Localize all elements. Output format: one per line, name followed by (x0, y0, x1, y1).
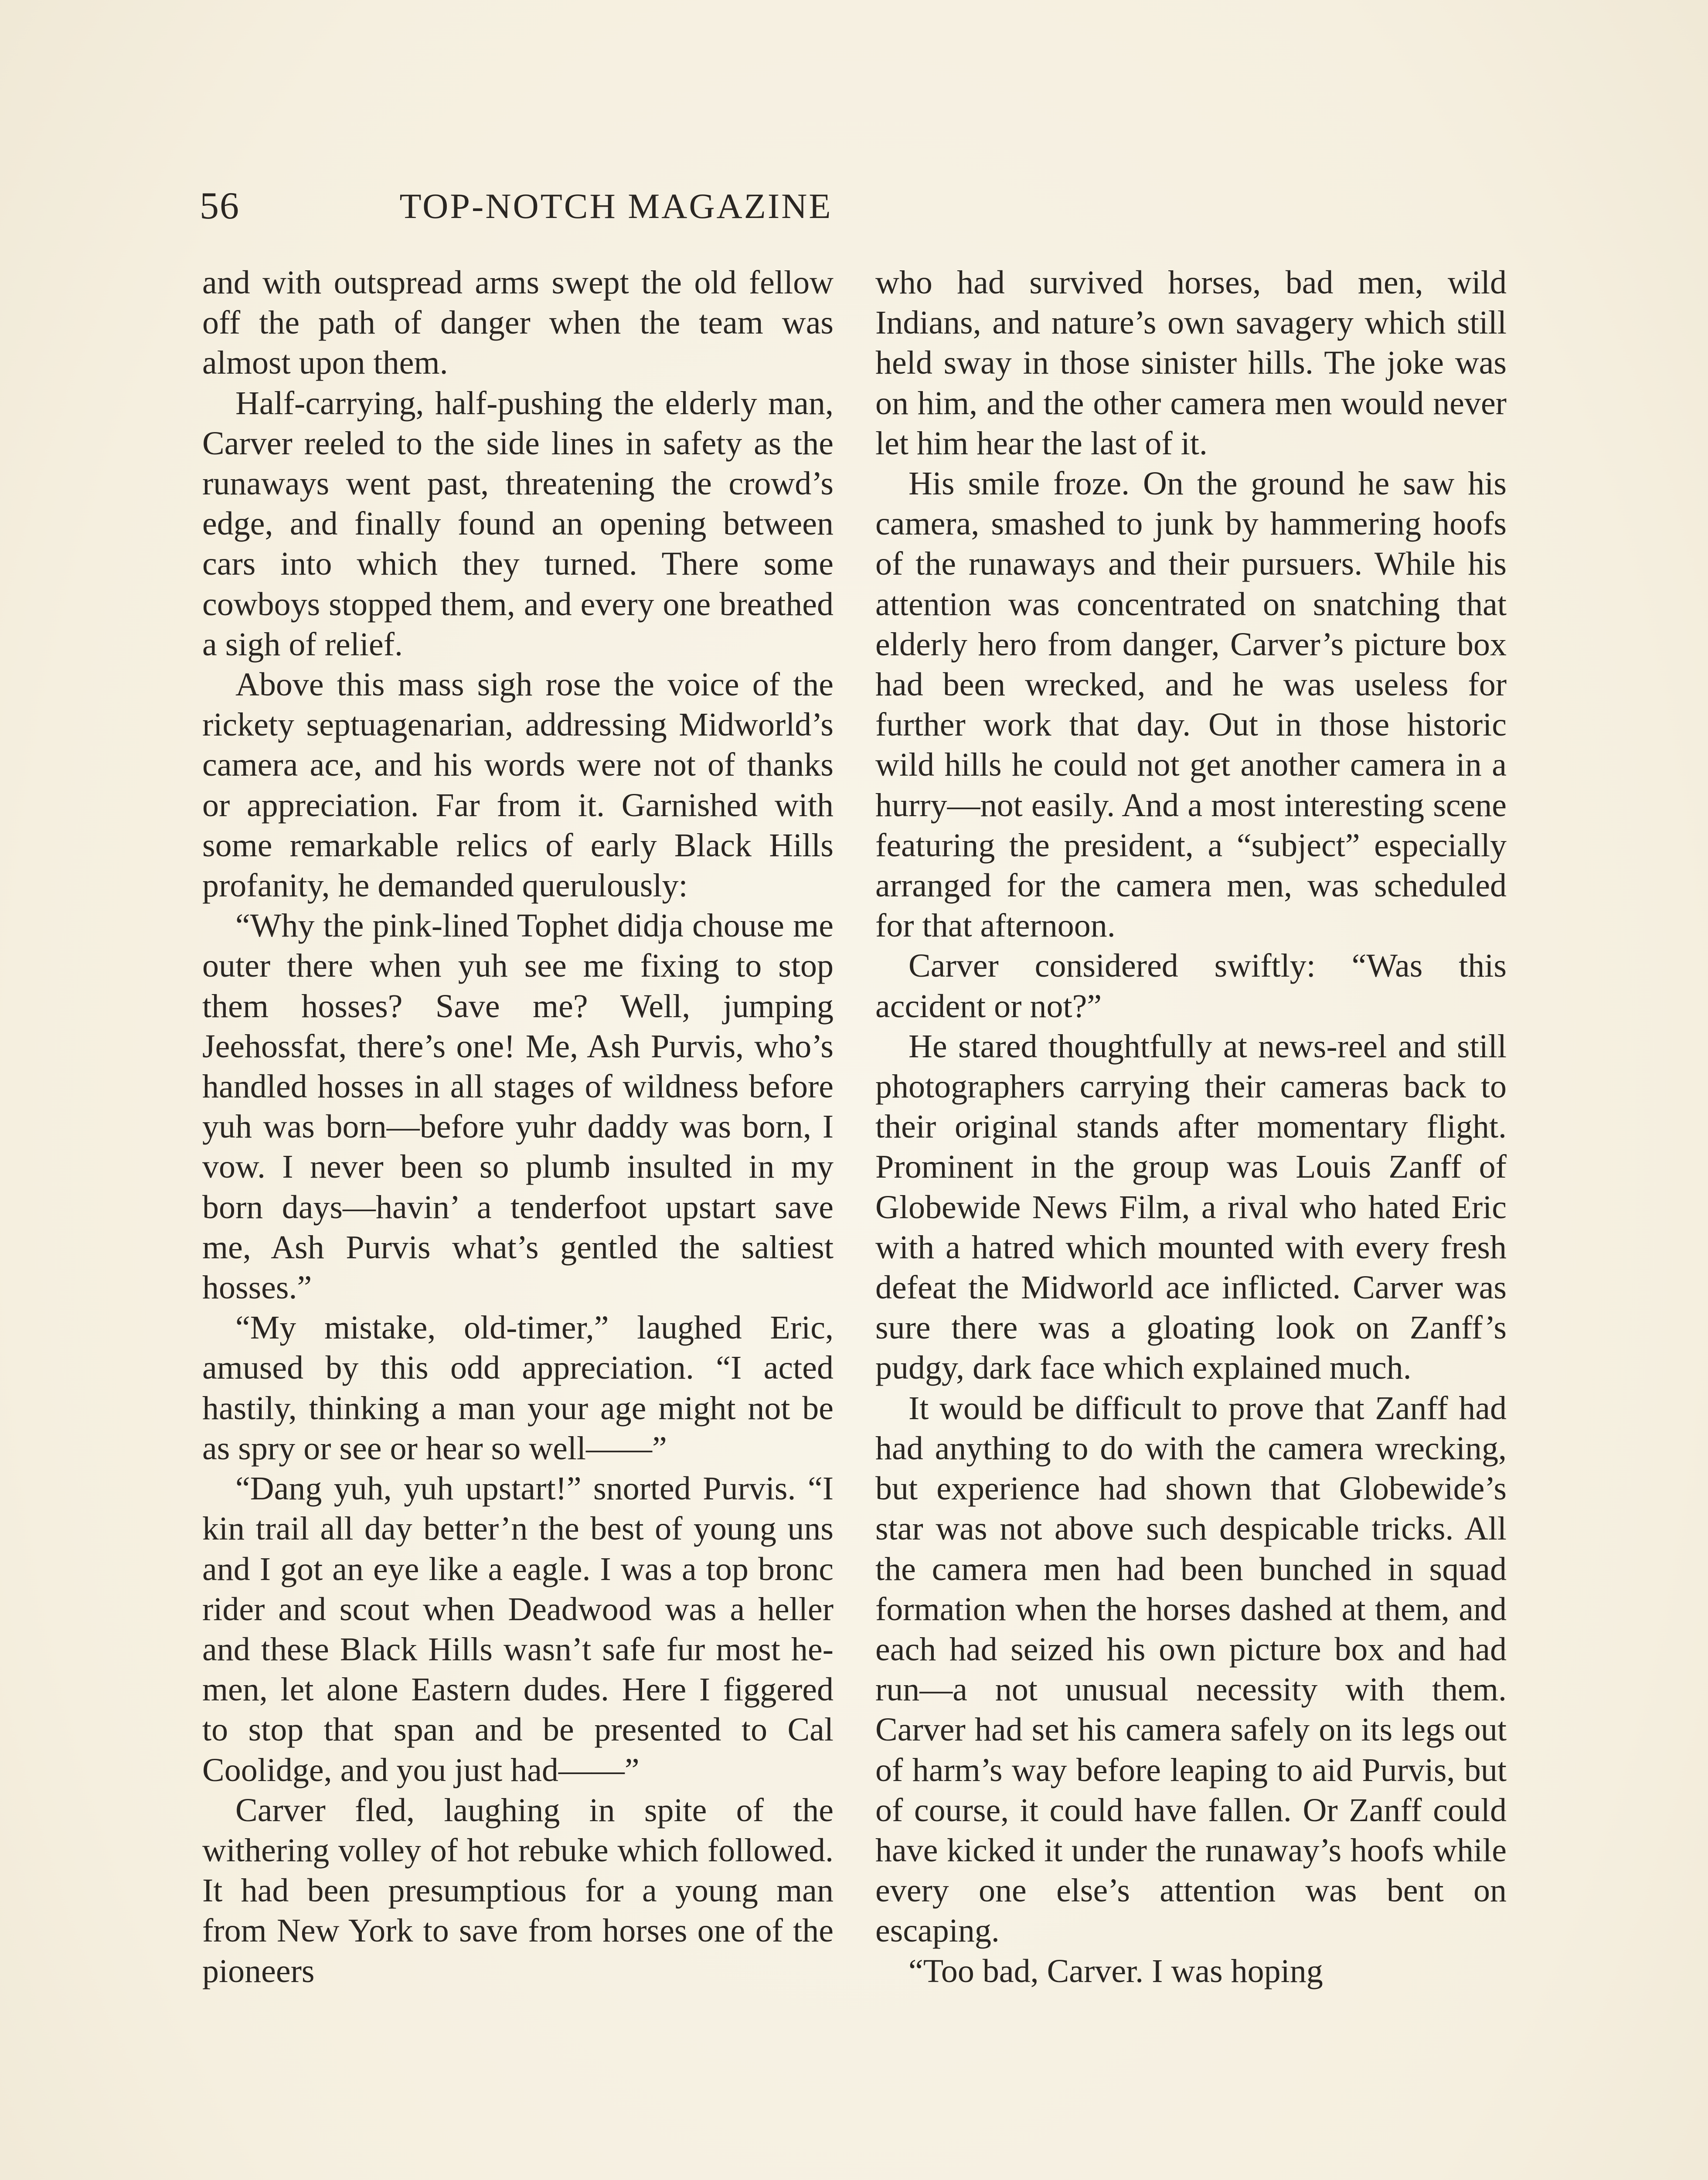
left-column (202, 262, 834, 1991)
paragraph: “Why the pink-lined Tophet didja chouse me outer there when yuh see me fixing to stop them hosses? Save me? Well, jumping Jeehossfat, there’s one! Me, Ash Purvis, who’s handled hosses in all stages of wildness before yuh was born—before yuhr daddy was born, I vow. I never been so plumb insulted in my born days—havin’ a tenderfoot upstart save me, Ash Purvis what’s gentled the saltiest hosses.” (202, 907, 834, 1306)
paragraph: Half-carrying, half-pushing the elderly man, Carver reeled to the side lines in safety as the runaways went past, threatening the crowd’s edge, and finally found an opening between cars into which they turned. There some cowboys stopped them, and every one breathed a sigh of relief. (202, 385, 834, 663)
paragraph: “Dang yuh, yuh upstart!” snorted Purvis. “I kin trail all day better’n the best of young uns and I got an eye like a eagle. I was a top bronc rider and scout when Deadwood was a heller and these Black Hills wasn’t safe fur most he-men, let alone Eastern dudes. Here I figgered to stop that span and be presented to Cal Coolidge, and you just had——” (202, 1470, 834, 1788)
page-number: 56 (200, 185, 240, 227)
right-column (875, 262, 1507, 1991)
paragraph: Above this mass sigh rose the voice of the rickety septuagenarian, addressing Midworld’s camera ace, and his words were not of thanks or appreciation. Far from it. Garnished with some remarkable relics of early Black Hills profanity, he demanded querulously: (202, 666, 834, 904)
page-header (200, 182, 1076, 230)
paragraph: He stared thoughtfully at news-reel and still photographers carrying their cameras back to their original stands after momentary flight. Prominent in the group was Louis Zanff of Globewide News Film, a rival who hated Eric with a hatred which mounted with every fresh defeat the Midworld ace inflicted. Carver was sure there was a gloating look on Zanff’s pudgy, dark face which explained much. (875, 1028, 1507, 1386)
paragraph: “Too bad, Carver. I was hoping (908, 1952, 1323, 1989)
paragraph: Carver fled, laughing in spite of the withering volley of hot rebuke which followed. It had been presumptious for a young man from New York to save from horses one of the pioneers (202, 1792, 834, 1989)
paragraph: and with outspread arms swept the old fellow off the path of danger when the team was almost upon them. (202, 264, 834, 382)
paragraph: “My mistake, old-timer,” laughed Eric, amused by this odd appreciation. “I acted hastily, thinking a man your age might not be as spry or see or hear so well——” (202, 1309, 834, 1467)
running-head: TOP-NOTCH MAGAZINE (399, 186, 833, 226)
paragraph: It would be difficult to prove that Zanff had had anything to do with the camera wrecking, but experience had shown that Globewide’s star was not above such despicable tricks. All the camera men had been bunched in squad formation when the horses dashed at them, and each had seized his own picture box and had run—a not unusual necessity with them. Carver had set his camera safely on its legs out of harm’s way before leaping to aid Purvis, but of course, it could have fallen. Or Zanff could have kicked it under the runaway’s hoofs while every one else’s attention was bent on escaping. (875, 1390, 1507, 1949)
paragraph: Carver considered swiftly: “Was this accident or not?” (875, 947, 1507, 1025)
paragraph: His smile froze. On the ground he saw his camera, smashed to junk by hammering hoofs of the runaways and their pursuers. While his attention was concentrated on snatching that elderly hero from danger, Carver’s picture box had been wrecked, and he was useless for further work that day. Out in those historic wild hills he could not get another camera in a hurry—not easily. And a most interesting scene featuring the president, a “subject” especially arranged for the camera men, was scheduled for that afternoon. (875, 465, 1507, 944)
paragraph: who had survived horses, bad men, wild Indians, and nature’s own savagery which still held sway in those sinister hills. The joke was on him, and the other camera men would never let him hear the last of it. (875, 264, 1507, 462)
